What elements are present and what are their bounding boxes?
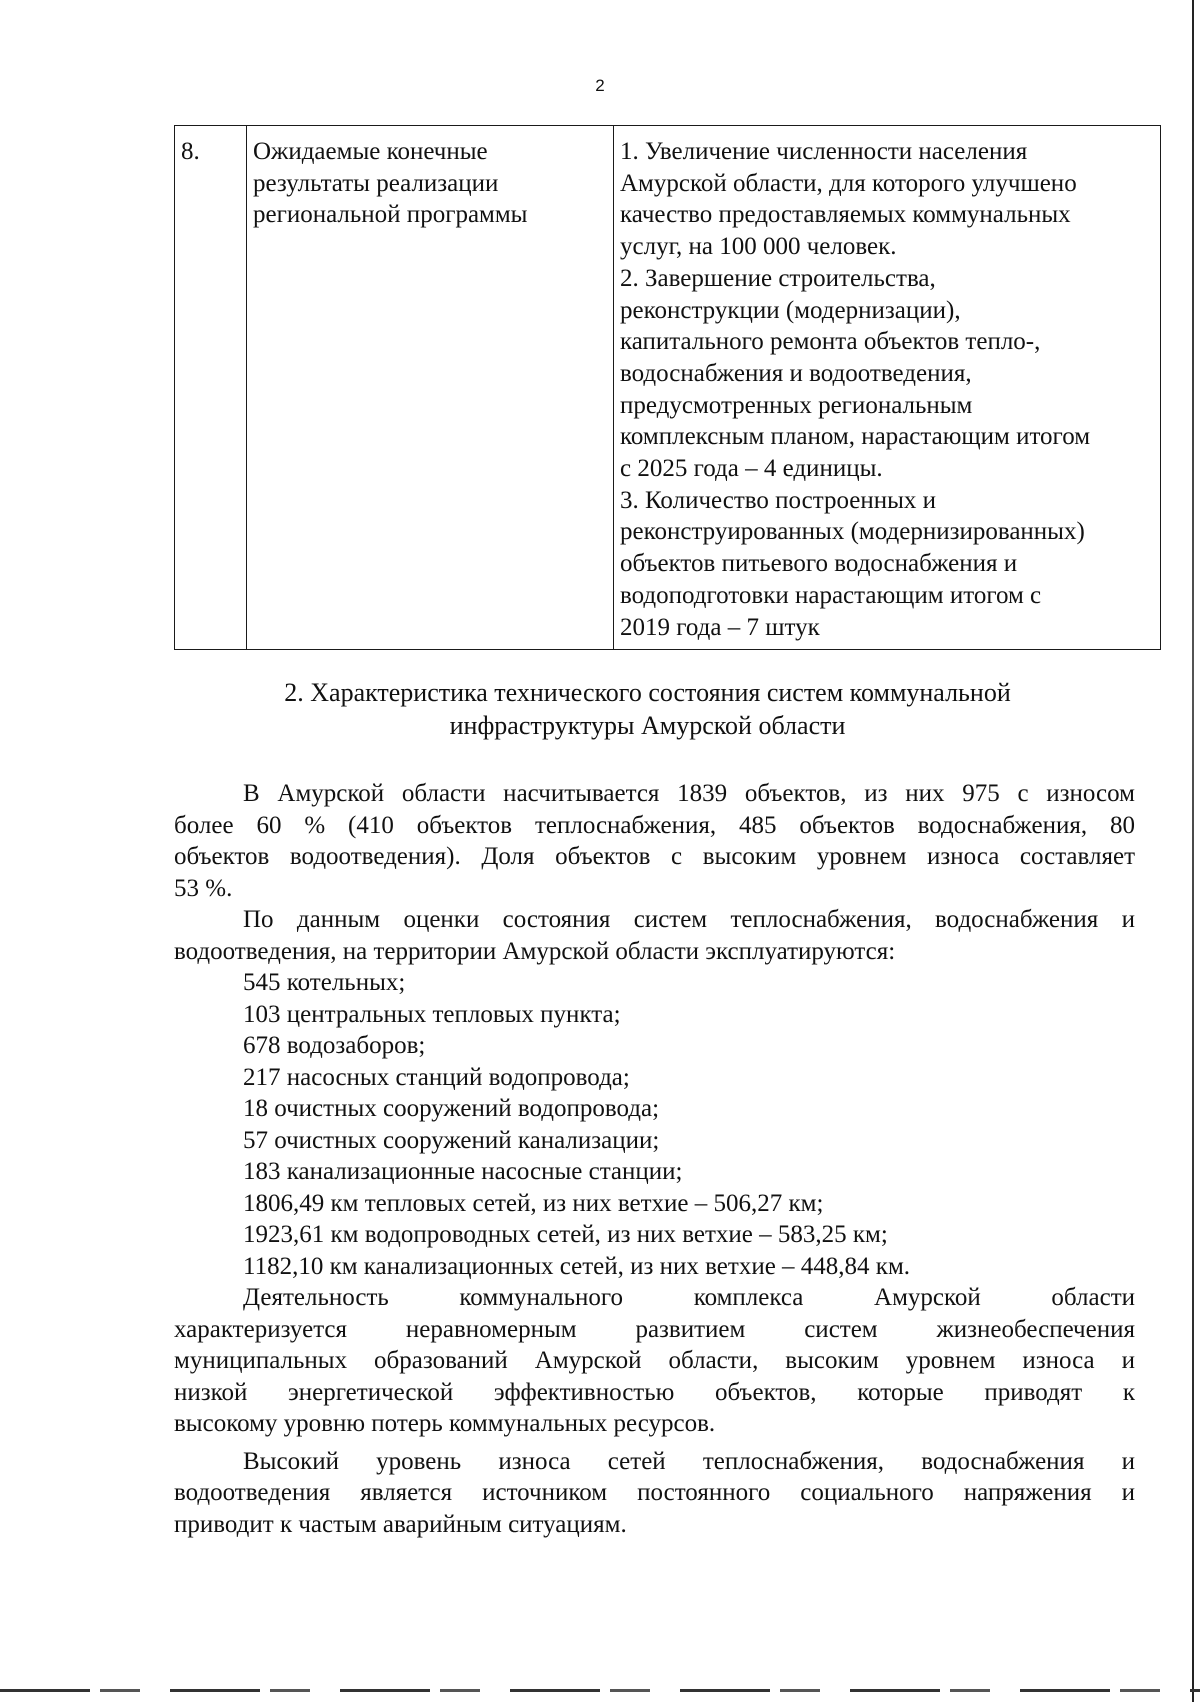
row-value-line: комплексным планом, нарастающим итогом [620,423,1091,451]
paragraph-3 [174,1282,1135,1440]
row-title-line: региональной программы [253,201,528,229]
section-heading-line: инфраструктуры Амурской области [449,711,846,740]
row-value-line: водоподготовки нарастающим итогом с [620,581,1042,609]
row-value-line: объектов питьевого водоснабжения и [620,550,1018,578]
paragraph-line: Деятельность коммунального комплекса Амурской области [243,1284,1135,1311]
row-number-cell: 8. [175,126,247,650]
table-row [175,126,1161,650]
row-value-line: 2019 года – 7 штук [620,613,820,641]
row-title-line: результаты реализации [253,169,499,197]
paragraph-line: приводит к частым аварийным ситуациям. [174,1510,627,1538]
paragraph-4 [174,1446,1135,1541]
row-value-line: реконструированных (модернизированных) [620,518,1085,546]
paragraph-line: характеризуется неравномерным развитием систем жизнеобеспечения [174,1315,1135,1343]
list-item: 103 центральных тепловых пункта; [243,1000,621,1028]
row-value-line: предусмотренных региональным [620,391,973,419]
list-item: 217 насосных станций водопровода; [243,1063,630,1091]
row-value-line: качество предоставляемых коммунальных [620,201,1071,229]
page-number: 2 [595,76,605,95]
paragraph-line: водоотведения, на территории Амурской области эксплуатируются: [174,937,896,965]
list-item: 1806,49 км тепловых сетей, из них ветхие – 506,27 км; [243,1189,824,1217]
list-item: 18 очистных сооружений водопровода; [243,1095,660,1122]
paragraph-line: По данным оценки состояния систем теплоснабжения, водоснабжения и [243,906,1135,933]
paragraph-2 [174,904,1135,967]
section-body [174,778,1135,1540]
paragraph-1 [174,778,1135,904]
list-item: 1923,61 км водопроводных сетей, из них ветхие – 583,25 км; [243,1221,888,1248]
row-title-cell [247,126,614,650]
row-value-line: 2. Завершение строительства, [620,264,936,292]
passport-table [174,125,1161,650]
paragraph-line: муниципальных образований Амурской области, высоким уровнем износа и [174,1347,1135,1374]
row-title-line: Ожидаемые конечные [253,138,488,165]
row-value-line: Амурской области, для которого улучшено [620,169,1077,197]
list-item: 545 котельных; [243,969,406,996]
row-value-line: капитального ремонта объектов тепло-, [620,328,1041,356]
paragraph-line: низкой энергетической эффективностью объектов, которые приводят к [174,1378,1135,1406]
list-item: 183 канализационные насосные станции; [243,1158,683,1185]
row-value-cell [614,126,1161,650]
scan-page-edge [1192,0,1194,1702]
facilities-list [174,967,1135,1282]
paragraph-line: более 60 % (410 объектов теплоснабжения, 485 объектов водоснабжения, 80 [174,811,1135,839]
list-item: 57 очистных сооружений канализации; [243,1126,660,1154]
paragraph-line: Высокий уровень износа сетей теплоснабжения, водоснабжения и [243,1447,1135,1475]
row-value-line: реконструкции (модернизации), [620,296,961,324]
section-heading-line: 2. Характеристика технического состояния систем коммунальной [284,678,1011,707]
section-heading [174,676,1121,742]
paragraph-line: высокому уровню потерь коммунальных ресурсов. [174,1410,716,1437]
paragraph-line: объектов водоотведения). Доля объектов с высоким уровнем износа составляет [174,843,1135,870]
scan-bottom-edge [0,1689,1200,1692]
list-item: 678 водозаборов; [243,1032,426,1059]
list-item: 1182,10 км канализационных сетей, из них ветхие – 448,84 км. [243,1252,911,1280]
row-value-line: с 2025 года – 4 единицы. [620,455,883,483]
paragraph-line: 53 %. [174,874,233,902]
paragraph-line: В Амурской области насчитывается 1839 объектов, из них 975 с износом [243,780,1135,807]
row-value-line: 1. Увеличение численности населения [620,138,1028,165]
row-value-line: водоснабжения и водоотведения, [620,359,972,387]
paragraph-line: водоотведения является источником постоянного социального напряжения и [174,1479,1135,1506]
row-value-line: услуг, на 100 000 человек. [620,233,897,261]
row-value-line: 3. Количество построенных и [620,486,937,514]
